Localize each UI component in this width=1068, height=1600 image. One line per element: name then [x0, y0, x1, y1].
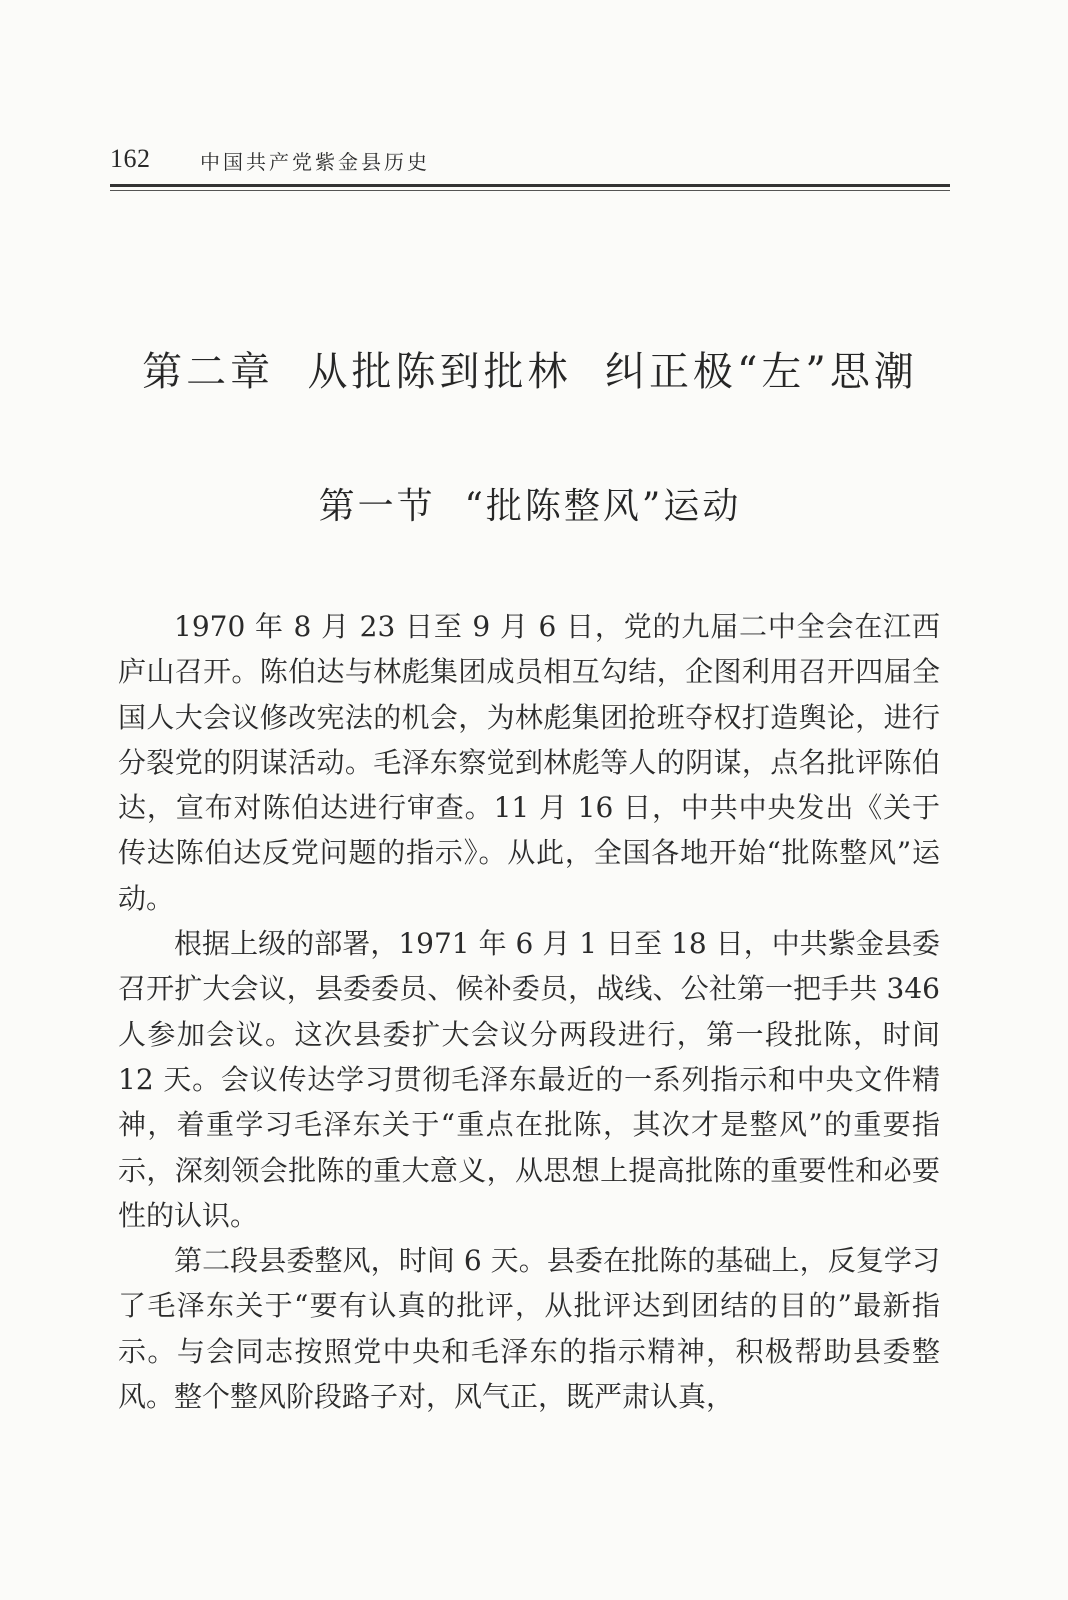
paragraph: 1970 年 8 月 23 日至 9 月 6 日，党的九届二中全会在江西庐山召开。陈伯达与林彪集团成员相互勾结，企图利用召开四届全国人大会议修改宪法的机会，为林彪集团抢班夺权打造舆论，进行分裂党的阴谋活动。毛泽东察觉到林彪等人的阴谋，点名批评陈伯达，宣布对陈伯达进行审查。11 月 16 日，中共中央发出《关于传达陈伯达反党问题的指示》。从此，全国各地开始“批陈整风”运动。	[118, 610, 940, 915]
running-header	[110, 138, 950, 178]
page-number: 162	[110, 144, 151, 173]
paragraph: 第二段县委整风，时间 6 天。县委在批陈的基础上，反复学习了毛泽东关于“要有认真的批评，从批评达到团结的目的”最新指示。与会同志按照党中央和毛泽东的指示精神，积极帮助县委整风。整个整风阶段路子对，风气正，既严肃认真，	[118, 1244, 940, 1414]
section-title: 第一节 “批陈整风”运动	[318, 486, 742, 527]
body-text	[118, 604, 940, 1419]
header-rule-thick	[110, 184, 950, 187]
paragraph: 根据上级的部署，1971 年 6 月 1 日至 18 日，中共紫金县委召开扩大会议，县委委员、候补委员，战线、公社第一把手共 346 人参加会议。这次县委扩大会议分两段进行，第一段批陈，时间 12 天。会议传达学习贯彻毛泽东最近的一系列指示和中央文件精神，着重学习毛泽东关于“重点在批陈，其次才是整风”的重要指示，深刻领会批陈的重大意义，从思想上提高批陈的重要性和必要性的认识。	[118, 927, 940, 1232]
book-title: 中国共产党紫金县历史	[200, 150, 430, 174]
header-rule-thin	[110, 190, 950, 191]
chapter-title: 第二章 从批陈到批林 纠正极“左”思潮	[142, 349, 918, 395]
